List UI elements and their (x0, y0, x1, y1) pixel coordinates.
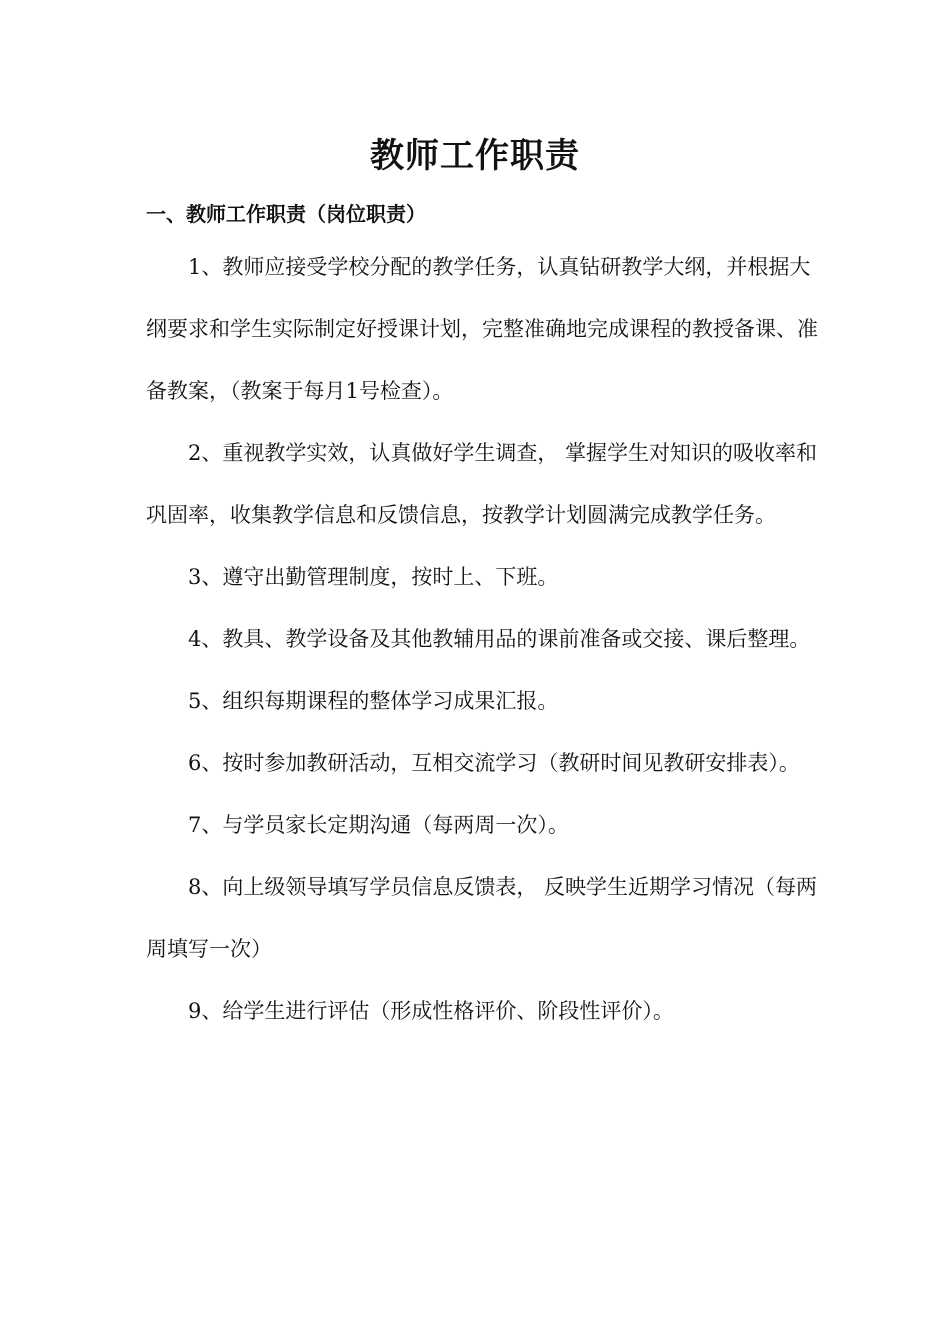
duty-item-8: 8、向上级领导填写学员信息反馈表， 反映学生近期学习情况（每两周填写一次） (146, 875, 818, 961)
duty-list (146, 236, 826, 1042)
duty-item-6: 6、按时参加教研活动，互相交流学习（教研时间见教研安排表）。 (188, 751, 800, 775)
document-title: 教师工作职责 (370, 136, 580, 176)
section-heading: 一、教师工作职责（岗位职责） (146, 202, 426, 226)
duty-item-7: 7、与学员家长定期沟通（每两周一次）。 (188, 813, 569, 837)
duty-item-1: 1、教师应接受学校分配的教学任务，认真钻研教学大纲，并根据大纲要求和学生实际制定好授课计划，完整准确地完成课程的教授备课、准备教案，（教案于每月1号检查）。 (146, 255, 818, 403)
duty-item-5: 5、组织每期课程的整体学习成果汇报。 (188, 689, 559, 713)
duty-item-9: 9、给学生进行评估（形成性格评价、阶段性评价）。 (188, 999, 674, 1023)
duty-item-2: 2、重视教学实效，认真做好学生调查， 掌握学生对知识的吸收率和巩固率，收集教学信息和反馈信息，按教学计划圆满完成教学任务。 (146, 441, 818, 527)
duty-item-4: 4、教具、教学设备及其他教辅用品的课前准备或交接、课后整理。 (188, 627, 811, 651)
duty-item-3: 3、遵守出勤管理制度，按时上、下班。 (188, 565, 559, 589)
